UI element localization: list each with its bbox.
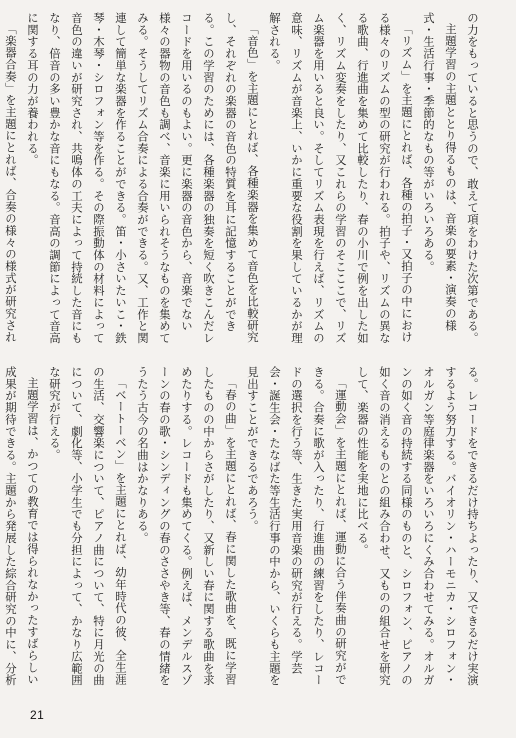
paragraph: 「楽器合奏」を主題にとれば、合奏の様々の様式が研究され bbox=[4, 23, 18, 344]
paragraph: 「音色」を主題にとれば、各種楽器を集めて音色を比較研究し、それぞれの楽器の音色の特質を耳に記憶することができる。この学習のためには、各種楽器の独奏を短く吹きこんだレコードを用いるのもよい。更に楽器の音色から、音楽でない様々の器物の音色も調べ、音楽に用いられそうなものを集めてみる。そうしてリズム合奏による合奏ができる。又、工作と関連して簡単な楽器を作ることができる。笛・小さいたいこ・鉄琴・木琴・シロフォン等を作る。その際振動体の材料によって音色の違いが研究され、共鳴体の工夫によって持続した音にもなり、倍音の多い豊かな音にもなる。音高の調節によって音高に関する耳の力が養われる。 bbox=[26, 12, 260, 344]
paragraph: 「運動会」を主題にとれば、運動に合う伴奏曲の研究ができる。合奏に歌が入ったり、行進曲の練習をしたり、レコードの選択を行う等、生きた実用音楽の研究が行える。学芸会・誕生会・たなばた等生活行事の中から、いくらも主題を見出すことができるであろう。 bbox=[246, 366, 348, 686]
paragraph: 主題学習の主題ととり得るものは、音楽の要素・演奏の様式・生活行事・季節的なもの等がいろいろある。 bbox=[422, 12, 458, 332]
paragraph: る。レコードをできるだけ持ちよったり、又できるだけ実演するよう努力する。バイオリン・ハーモニカ・シロフォン・オルガン等庭律楽器をいろいろにくみ合わせてみる。オルガンの如く音の持続する同様のものと、シロフォン、ピアノの如く音の消えるものとの組み合わせ、又ものの組合せを研究して、楽器の性能を実地に比べる。 bbox=[356, 366, 480, 686]
upper-text-section bbox=[4, 12, 484, 346]
lower-text-section bbox=[4, 366, 484, 694]
paragraph: 主題学習は、かつての教育では得られなかったすばらしい成果が期待できる。主題から発展した綜合研究の中に、分析 bbox=[4, 366, 40, 686]
paragraph: 「ベートーベン」を主題にとれば、幼年時代の彼、全生涯の生活、交響楽について、ピアノ曲について、特に月光の曲について、劇化等、小学生でも分担によって、かなり広範囲な研究が行える。 bbox=[48, 366, 128, 686]
paragraph: 「春の曲」を主題にとれば、春に関した歌曲を、既に学習したものの中からさがしたり、又新しい春に関する歌曲を求めたりする。レコードも集めてくる。例えば、メンデルスゾーンの春の歌・シンディングの春のささやき等、春の情緒をうたう古今の名曲はかなりある。 bbox=[136, 366, 238, 686]
page-number: 21 bbox=[30, 708, 45, 722]
paragraph: 「リズム」を主題にとれば、各種の拍子・又拍子の中における様々のリズムの型の研究が行われる。拍子や、リズムの異なる歌曲、行進曲を集めて比較したり、春の小川で例を出した如く、リズム変奏をしたり、又これらの学習のそこここで、リズム楽器を用いると良い。そしてリズム表現を行えば、リズムの意味、リズムが音楽上、いかに重要な役割を果しているかが理解される。 bbox=[268, 12, 414, 344]
paragraph: の力をもっていると思うので、敢えて項をわけた次第である。 bbox=[466, 12, 480, 344]
